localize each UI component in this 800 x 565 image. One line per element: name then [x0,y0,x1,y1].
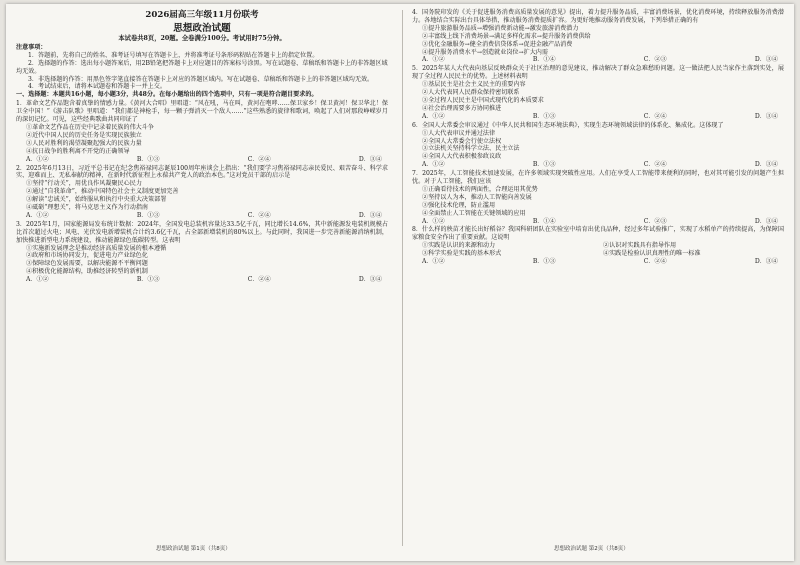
statement: ①实践是认识的来源和动力 [422,242,496,250]
statement: ②人大代表同人民群众保持密切联系 [422,89,520,97]
note-item: 2．选择题的作答：选出每小题答案后，用2B铅笔把答题卡上对应题目的答案标号涂黑。写在试题卷、草稿纸和答题卡上的非答题区域均无效。 [16,59,388,75]
option-c[interactable]: C．②④ [643,258,667,266]
statement: ③立法机关坚持科学立法、民主立法 [422,145,520,153]
statement: ②通过“自我革命”，推动中国特色社会主义制度更加完善 [26,188,179,196]
statement: ②全国人大常委会行使立法权 [422,137,502,145]
question-1 [16,100,388,163]
page-footer: 思想政治试题 第1页（共8页） [156,546,231,552]
exam-sheet [6,4,794,561]
statement: ②认识对实践具有指导作用 [603,242,677,250]
answer-options [412,113,784,121]
question-2 [16,165,388,220]
page-footer: 思想政治试题 第2页（共8页） [554,546,629,552]
statement: ③科学实验是实践的基本形式 [422,250,502,258]
page-two [412,8,784,546]
option-b[interactable]: B．①③ [532,161,556,169]
page-divider [402,10,403,546]
statement: ①正确看待技术的两面性，合理运用其优势 [422,185,538,193]
question-5 [412,65,784,120]
question-stem: 1．革命文艺作品饱含着真挚的情感力量。《黄河大合唱》里唱道：“风在吼，马在叫，黄河在咆哮……保卫家乡！保卫黄河！保卫华北！保卫全中国！”《游击队歌》里唱道：“我们都是神枪手，每一颗子弹消灭一个敌人……”这些熟悉的旋律和歌词，唤起了人们对那段峥嵘岁月的深切记忆。可见，这些经典歌曲共同印证了 [16,100,388,124]
option-d[interactable]: D．③④ [358,155,382,163]
question-3 [16,221,388,284]
question-7 [412,170,784,225]
question-6 [412,122,784,169]
statement: ②坚持以人为本，推动人工智能向善发展 [422,193,532,201]
question-stem: 6．全国人大常委会审议通过《中华人民共和国生态环境法典》，实现生态环境领域法律的体系化、集成化。这体现了 [412,121,724,129]
statement: ②政府和市场协同发力，促进电力产业绿色化 [26,252,148,260]
statement: ④全面禁止人工智能在关键领域的应用 [422,209,526,217]
option-b[interactable]: B．①④ [532,56,556,64]
option-d[interactable]: D．③④ [754,161,778,169]
answer-options [412,218,784,226]
option-a[interactable]: A．①② [422,217,445,225]
question-8 [412,226,784,266]
answer-options [16,276,388,284]
option-b[interactable]: B．①④ [532,217,556,225]
option-c[interactable]: C．②④ [247,155,271,163]
statement: ③强化技术伦理，防止滥用 [422,201,496,209]
option-b[interactable]: B．①③ [136,276,160,284]
notes-heading: 注意事项： [16,43,47,51]
note-item: 3．非选择题的作答：用黑色签字笔直接答在答题卡上对应的答题区域内。写在试题卷、草稿纸和答题卡上的非答题区域均无效。 [28,75,374,83]
statement: ①提升旅游服务品质→增强消费新动能→激发旅游消费潜力 [422,24,579,32]
option-a[interactable]: A．①② [26,211,49,219]
statement: ③保障绿色发展需要，以解决能源不平衡问题 [26,260,148,268]
option-b[interactable]: B．①③ [532,258,556,266]
option-c[interactable]: C．②③ [643,217,667,225]
statement: ④实践是检验认识真理性的唯一标准 [603,250,701,258]
option-d[interactable]: D．③④ [358,211,382,219]
option-c[interactable]: C．②④ [643,112,667,120]
option-c[interactable]: C．②④ [643,161,667,169]
question-stem: 2．2025年6月13日，习近平总书记在纪念焦裕禄同志诞辰100周年座谈会上指出：“我们要学习焦裕禄同志亲民爱民、艰苦奋斗、科学求实、迎难而上、无私奉献的精神，在新时代新征程上永葆共产党人的政治本色。”这对党员干部的启示是 [16,164,388,180]
question-stem: 7．2025年，人工智能技术加速发展，在许多领域实现突破性应用。人们在享受人工智能带来便利的同时，也对其可能引发的问题产生担忧。对于人工智能，我们应该 [412,170,784,186]
option-a[interactable]: A．①② [422,56,445,64]
option-d[interactable]: D．③④ [754,112,778,120]
option-c[interactable]: C．②④ [247,276,271,284]
note-item: 1．答题前，先将自己的姓名、准考证号填写在答题卡上，并将准考证号条形码粘贴在答题卡上的指定位置。 [28,51,319,59]
question-stem: 5．2025年某人大代表向基层反映群众关于社区治理的意见建议，推动解决了群众急难愁盼问题。这一做法把人民当家作主落到实处，展现了全过程人民民主的优势。上述材料表明 [412,65,784,81]
question-stem: 3．2025年1月，国家能源局发布统计数据：2024年，全国发电总装机容量达33.5亿千瓦，同比增长14.6%，其中新能源发电装机规模占比首次超过火电；风电、光伏发电新增装机合计约3.6亿千瓦，占全部新增装机的80%以上。与此同时，我国进一步完善新能源消纳机制，加快推进新型电力系统建设，推动能源绿色低碳转型。这表明 [16,220,388,244]
exam-meta: 本试卷共8页，20题。全卷满分100分。考试用时75分钟。 [118,35,286,42]
exam-subtitle: 思想政治试题 [173,23,231,34]
statement: ③解读“忠诚关”，始终服从和执行中央重大决策部署 [26,196,167,204]
option-b[interactable]: B．①③ [532,112,556,120]
option-c[interactable]: C．②③ [643,56,667,64]
statement: ④抗日战争的胜利离不开党的正确领导 [26,147,130,155]
answer-options [16,156,388,164]
note-item: 4．考试结束后，请将本试题卷和答题卡一并上交。 [28,83,166,91]
option-c[interactable]: C．②④ [247,211,271,219]
statement: ④提升服务消费水平→创造就业岗位→扩大内需 [422,48,548,56]
section-heading: 一、选择题：本题共16小题，每小题3分，共48分。在每小题给出的四个选项中，只有一项是符合题目要求的。 [16,91,318,99]
option-d[interactable]: D．③④ [754,258,778,266]
statement: ④砥砺“理想关”，将马克思主义作为行动指南 [26,204,149,212]
answer-options [412,258,784,266]
answer-options [412,161,784,169]
option-d[interactable]: D．③④ [754,217,778,225]
statement-grid [412,242,784,258]
statement: ①革命文艺作品在历史中记录着民族的伟大斗争 [26,123,154,131]
question-stem: 8．什么样的秧苗才能长出好稻谷？我国科研团队在实验室中培育出优良品种，经过多年试验推广，实现了水稻单产的持续提高，为保障国家粮食安全作出了重要贡献。这说明 [412,226,784,242]
option-d[interactable]: D．③④ [358,276,382,284]
answer-options [16,212,388,220]
option-a[interactable]: A．①② [26,155,49,163]
statement: ④积极优化能源结构，助推经济转型的新机制 [26,268,148,276]
option-d[interactable]: D．③④ [754,56,778,64]
option-b[interactable]: B．①③ [136,211,160,219]
option-a[interactable]: A．①② [422,112,445,120]
exam-title: 2026届高三年级11月份联考 [145,10,259,20]
statement: ②近代中国人民的历史任务是实现民族独立 [26,131,142,139]
statement: ③优化金融服务→健全消费信贷体系→促进金融产品消费 [422,40,573,48]
option-a[interactable]: A．①② [26,276,49,284]
option-a[interactable]: A．①② [422,258,445,266]
option-b[interactable]: B．①③ [136,155,160,163]
answer-options [412,56,784,64]
statement: ②丰富线上线下消费场景→满足多样化需求→提升服务消费供给 [422,32,591,40]
statement: ①坚持“行动关”，用优良作风凝聚民心民力 [26,180,142,188]
question-stem: 4．国务院印发的《关于促进服务消费高质量发展的意见》提出，着力提升服务品质，丰富消费场景，优化消费环境，持续释放服务消费潜力。各地结合实际出台具体举措，推动服务消费提质扩容。为更好地推动服务消费发展，下列举措正确的有 [412,9,784,24]
statement: ①人大代表审议并通过法律 [422,129,496,137]
statement: ④社会治理需要多方协同推进 [422,104,502,112]
statement: ③全过程人民民主是中国式现代化的本质要求 [422,96,544,104]
page-one [16,8,388,546]
question-4 [412,9,784,64]
statement: ①基层民主是社会主义民主的重要内容 [422,81,526,89]
statement: ③人民对胜利的渴望凝聚起强大的民族力量 [26,139,142,147]
statement: ④全国人大代表积极参政议政 [422,153,502,161]
statement: ①实施新发展理念是推动经济高质量发展的根本遵循 [26,244,167,252]
option-a[interactable]: A．①② [422,161,445,169]
